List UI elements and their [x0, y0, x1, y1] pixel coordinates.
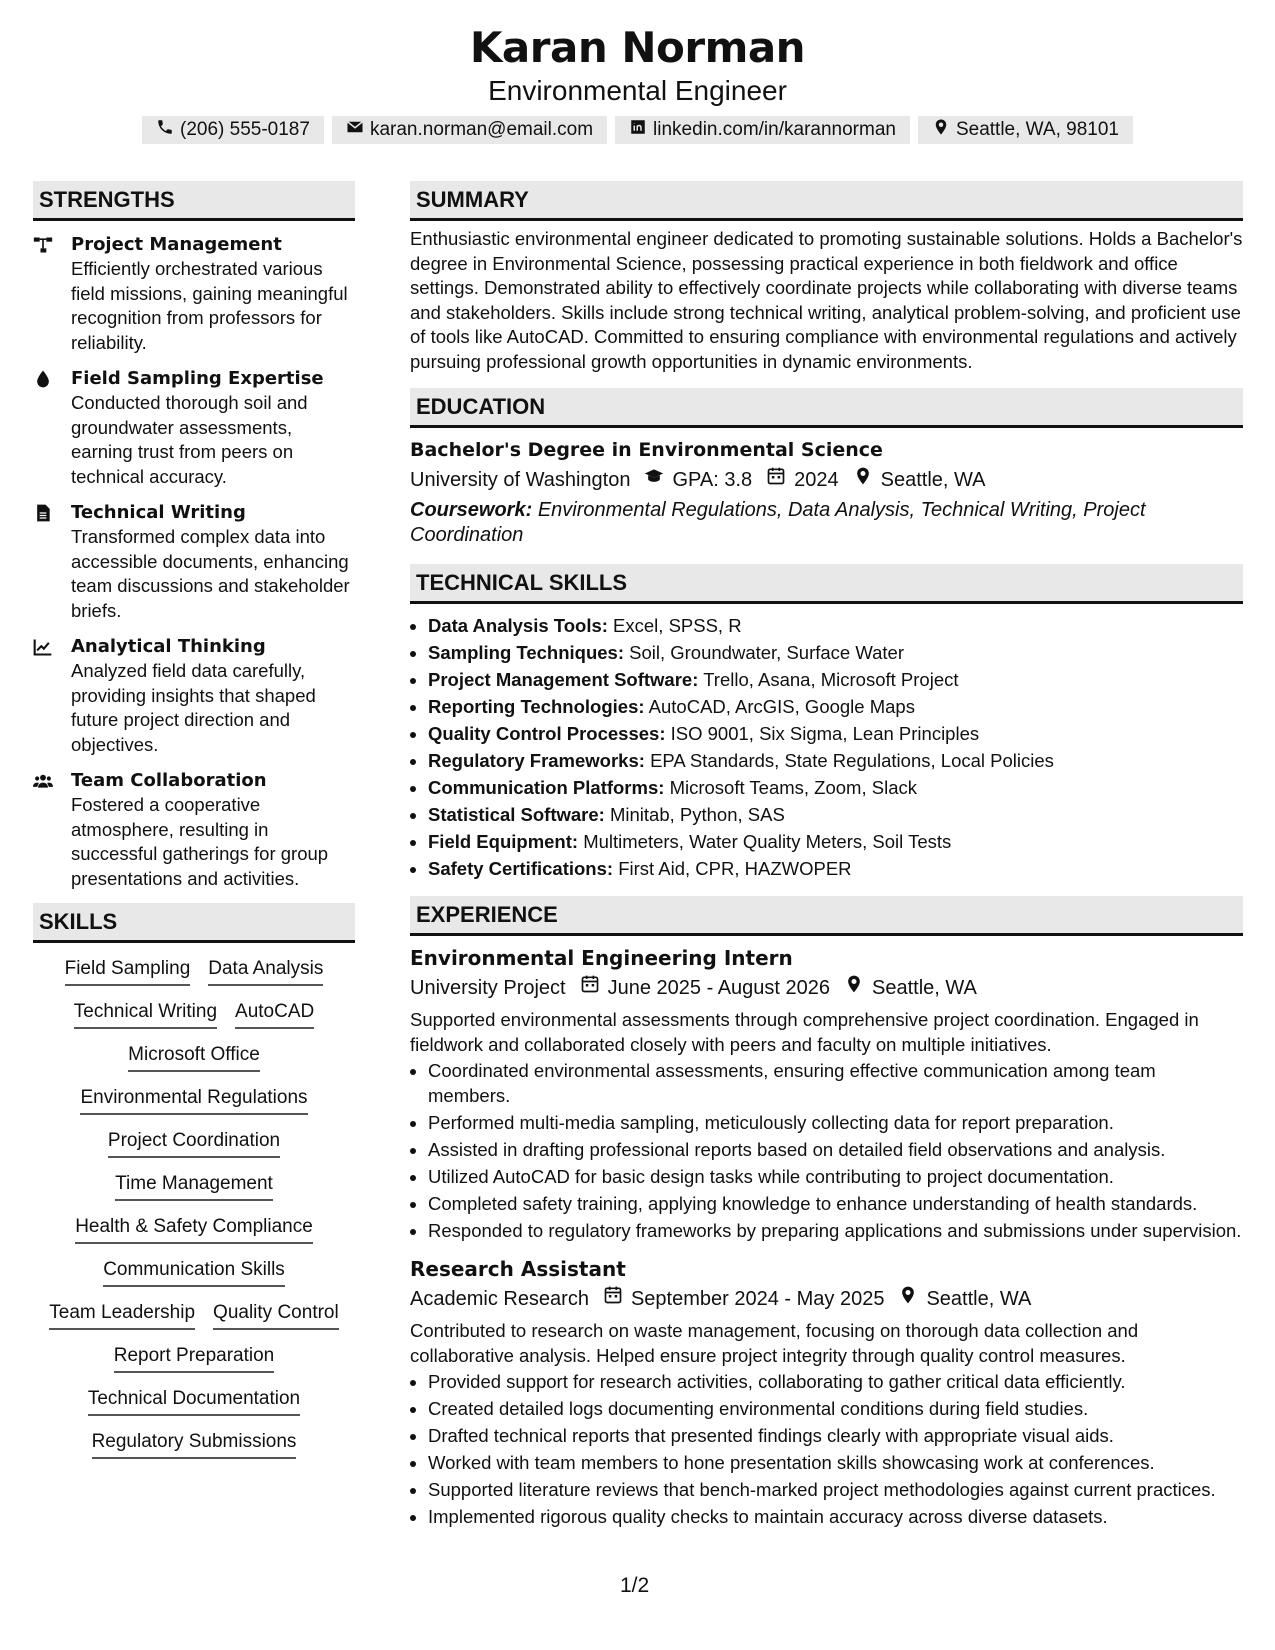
strength-title: Field Sampling Expertise	[71, 368, 324, 389]
education-heading: EDUCATION	[410, 388, 1243, 428]
technical-skills-list	[410, 612, 1243, 882]
location-icon	[830, 972, 872, 1004]
tech-skill-value: Soil, Groundwater, Surface Water	[629, 642, 905, 663]
education-entry	[410, 436, 1243, 548]
job-org: University Project	[410, 977, 566, 999]
tech-skill-label: Regulatory Frameworks:	[428, 750, 645, 771]
skill-chip: Environmental Regulations	[80, 1086, 307, 1115]
location-icon	[932, 118, 950, 142]
job-meta	[410, 1283, 1243, 1315]
list-item	[428, 693, 1243, 720]
contact-linkedin-text: linkedin.com/in/karannorman	[653, 119, 896, 140]
job-bullets	[410, 1059, 1243, 1243]
line-chart-icon	[33, 635, 71, 757]
tech-skill-label: Field Equipment:	[428, 831, 579, 852]
skill-chip: Microsoft Office	[128, 1043, 260, 1072]
list-item: • Responded to regulatory frameworks by preparing applications and submissions under supervision.	[428, 1219, 1243, 1244]
contact-phone-text: (206) 555-0187	[180, 119, 310, 140]
calendar-icon	[752, 464, 794, 496]
users-icon	[33, 769, 71, 891]
job-org: Academic Research	[410, 1288, 589, 1310]
job-description: Supported environmental assessments through comprehensive project coordination. Engaged in fieldwork and collaborated closely with peers and faculty on multiple initiatives.	[410, 1009, 1199, 1055]
job-location: Seattle, WA	[926, 1288, 1032, 1310]
tech-skill-label: Communication Platforms:	[428, 777, 665, 798]
gpa: GPA: 3.8	[672, 469, 753, 491]
tech-skill-value: Trello, Asana, Microsoft Project	[703, 669, 959, 690]
list-item: • Coordinated environmental assessments, ensuring effective communication among team members.	[428, 1059, 1243, 1108]
skill-chip: Technical Documentation	[88, 1387, 300, 1416]
contact-linkedin[interactable]	[615, 116, 910, 144]
job-bullets	[410, 1370, 1243, 1530]
strength-desc: Transformed complex data into accessible documents, enhancing team discussions and stakeholder briefs.	[71, 526, 350, 621]
list-item: • Performed multi-media sampling, meticulously collecting data for report preparation.	[428, 1111, 1243, 1136]
graduation-cap-icon	[630, 464, 672, 496]
candidate-role: Environmental Engineer	[488, 75, 787, 106]
tech-skill-label: Quality Control Processes:	[428, 723, 666, 744]
strength-title: Team Collaboration	[71, 770, 267, 791]
skill-chip: Project Coordination	[108, 1129, 280, 1158]
phone-icon	[156, 118, 174, 142]
coursework-list: Environmental Regulations, Data Analysis, Technical Writing, Project Coordination	[410, 499, 1146, 546]
skill-chip: Time Management	[115, 1172, 273, 1201]
list-item: • Supported literature reviews that bench-marked project methodologies against current practices.	[428, 1478, 1243, 1503]
tech-skill-value: EPA Standards, State Regulations, Local Policies	[650, 750, 1054, 771]
technical-skills-heading: TECHNICAL SKILLS	[410, 564, 1243, 604]
skill-chip: Communication Skills	[103, 1258, 285, 1287]
strength-title: Project Management	[71, 234, 282, 255]
list-item: • Utilized AutoCAD for basic design tasks while contributing to project documentation.	[428, 1165, 1243, 1190]
tech-skill-label: Sampling Techniques:	[428, 642, 624, 663]
tech-skill-value: AutoCAD, ArcGIS, Google Maps	[648, 696, 915, 717]
tech-skill-label: Project Management Software:	[428, 669, 699, 690]
graduation-year: 2024	[794, 469, 839, 491]
location-icon	[884, 1283, 926, 1315]
candidate-name: Karan Norman	[469, 23, 806, 72]
school-name: University of Washington	[410, 469, 631, 491]
tech-skill-value: Microsoft Teams, Zoom, Slack	[669, 777, 917, 798]
calendar-icon	[566, 972, 608, 1004]
strength-item	[33, 501, 355, 623]
sitemap-icon	[33, 233, 71, 355]
tech-skill-value: Minitab, Python, SAS	[609, 804, 785, 825]
list-item	[428, 747, 1243, 774]
contact-location-text: Seattle, WA, 98101	[955, 119, 1119, 140]
envelope-icon	[346, 118, 364, 142]
right-column	[410, 181, 1243, 1542]
education-meta	[410, 464, 1243, 496]
tech-skill-label: Safety Certifications:	[428, 858, 614, 879]
strength-item	[33, 367, 355, 489]
list-item	[428, 774, 1243, 801]
coursework	[410, 498, 1243, 548]
calendar-icon	[589, 1283, 631, 1315]
job-location: Seattle, WA	[872, 977, 977, 999]
skills-heading: SKILLS	[33, 903, 355, 943]
strength-desc: Analyzed field data carefully, providing insights that shaped future project direction and objectives.	[71, 660, 316, 755]
tech-skill-label: Reporting Technologies:	[428, 696, 645, 717]
coursework-label: Coursework:	[410, 499, 533, 521]
list-item	[428, 855, 1243, 882]
contact-email-text: karan.norman@email.com	[369, 119, 594, 140]
resume-header	[0, 22, 1275, 144]
document-icon	[33, 501, 71, 623]
skill-chip: Data Analysis	[208, 957, 323, 986]
job-dates: September 2024 - May 2025	[630, 1288, 885, 1310]
strength-item	[33, 635, 355, 757]
education-location: Seattle, WA	[880, 469, 986, 491]
list-item: • Completed safety training, applying knowledge to enhance understanding of health standards.	[428, 1192, 1243, 1217]
job-entry	[410, 944, 1243, 1243]
skill-chip: Quality Control	[213, 1301, 339, 1330]
strength-desc: Efficiently orchestrated various field missions, gaining meaningful recognition from professors for reliability.	[71, 258, 348, 353]
list-item	[428, 666, 1243, 693]
tech-skill-value: First Aid, CPR, HAZWOPER	[618, 858, 852, 879]
strength-title: Analytical Thinking	[71, 636, 266, 657]
left-column	[33, 181, 355, 1459]
strength-desc: Conducted thorough soil and groundwater assessments, earning trust from peers on technical accuracy.	[71, 392, 308, 487]
list-item	[428, 639, 1243, 666]
tech-skill-value: ISO 9001, Six Sigma, Lean Principles	[670, 723, 980, 744]
linkedin-icon	[629, 118, 647, 142]
list-item	[428, 612, 1243, 639]
contact-location	[918, 116, 1133, 144]
skill-chip: Regulatory Submissions	[92, 1430, 297, 1459]
tech-skill-label: Statistical Software:	[428, 804, 605, 825]
job-dates: June 2025 - August 2026	[607, 977, 831, 999]
contact-bar	[0, 116, 1275, 144]
tech-skill-label: Data Analysis Tools:	[428, 615, 608, 636]
list-item: • Assisted in drafting professional reports based on detailed field observations and analysis.	[428, 1138, 1243, 1163]
job-meta	[410, 972, 1243, 1004]
page-number: 1/2	[620, 1574, 650, 1597]
location-icon	[839, 464, 881, 496]
list-item: • Implemented rigorous quality checks to maintain accuracy across diverse datasets.	[428, 1505, 1243, 1530]
strength-item	[33, 769, 355, 891]
skill-chip: Team Leadership	[49, 1301, 195, 1330]
skill-chip: Technical Writing	[74, 1000, 217, 1029]
strengths-list	[33, 233, 355, 891]
summary-text: Enthusiastic environmental engineer dedicated to promoting sustainable solutions. Holds a Bachelor's degree in Environmental Science, possessing practical experience in both fieldwork and office settings. Demonstrated ability to effectively coordinate projects while collaborating with diverse teams and stakeholders. Skills include strong technical writing, analytical problem-solving, and proficient use of tools like AutoCAD. Committed to ensuring compliance with environmental regulations and actively pursuing professional growth opportunities in dynamic environments.	[410, 228, 1243, 372]
contact-email[interactable]	[332, 116, 607, 144]
skills-list	[33, 957, 355, 1459]
job-title: Research Assistant	[410, 1257, 626, 1281]
skill-chip: AutoCAD	[235, 1000, 314, 1029]
skill-chip: Field Sampling	[65, 957, 191, 986]
skill-chip: Report Preparation	[114, 1344, 275, 1373]
job-description: Contributed to research on waste management, focusing on thorough data collection and collaborative analysis. Helped ensure project integrity through quality control measures.	[410, 1320, 1139, 1366]
strength-title: Technical Writing	[71, 502, 246, 523]
strength-desc: Fostered a cooperative atmosphere, resulting in successful gatherings for group presentations and activities.	[71, 794, 329, 889]
tech-skill-value: Multimeters, Water Quality Meters, Soil Tests	[583, 831, 952, 852]
strength-item	[33, 233, 355, 355]
degree-title: Bachelor's Degree in Environmental Science	[410, 439, 883, 461]
list-item	[428, 720, 1243, 747]
job-entry	[410, 1255, 1243, 1530]
summary-heading: SUMMARY	[410, 181, 1243, 221]
tech-skill-value: Excel, SPSS, R	[613, 615, 742, 636]
list-item: • Worked with team members to hone presentation skills showcasing work at conferences.	[428, 1451, 1243, 1476]
list-item	[428, 828, 1243, 855]
strengths-heading: STRENGTHS	[33, 181, 355, 221]
list-item: • Created detailed logs documenting environmental conditions during field studies.	[428, 1397, 1243, 1422]
list-item: • Drafted technical reports that presented findings clearly with appropriate visual aids.	[428, 1424, 1243, 1449]
list-item: • Provided support for research activities, collaborating to gather critical data efficiently.	[428, 1370, 1243, 1395]
job-title: Environmental Engineering Intern	[410, 946, 793, 970]
droplet-icon	[33, 367, 71, 489]
contact-phone[interactable]	[142, 116, 324, 144]
experience-heading: EXPERIENCE	[410, 896, 1243, 936]
skill-chip: Health & Safety Compliance	[75, 1215, 313, 1244]
list-item	[428, 801, 1243, 828]
